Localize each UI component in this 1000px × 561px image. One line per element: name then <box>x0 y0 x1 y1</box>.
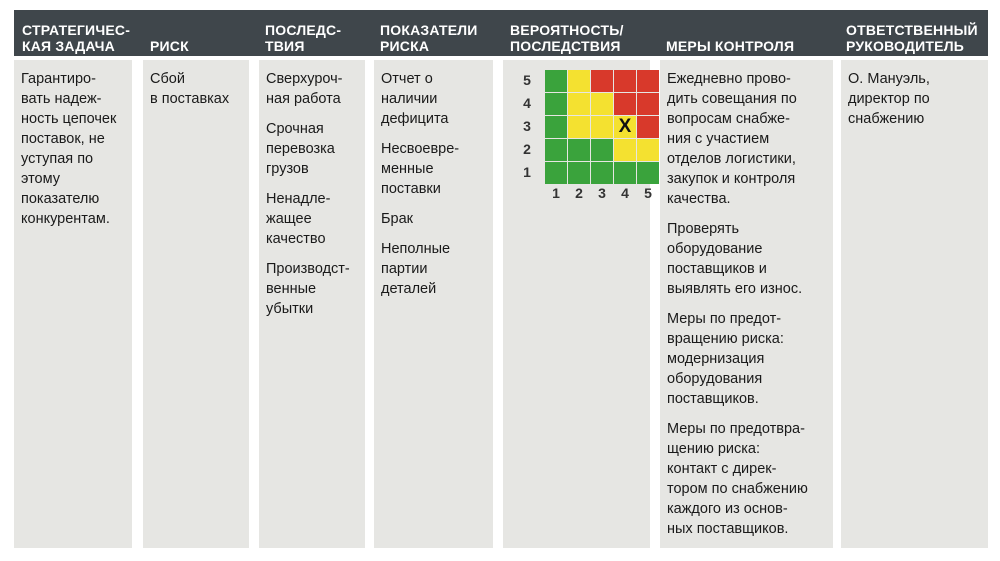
consequence-item: Ненадле- жащее качество <box>266 191 331 247</box>
matrix-mark: X <box>618 116 632 137</box>
header-consequences: ПОСЛЕДС- ТВИЯ <box>265 22 342 54</box>
column-control-measures <box>660 60 833 548</box>
matrix-cell-green <box>614 162 636 184</box>
strategic-task-text: Гарантиро- вать надеж- ность цепочек поставок, не уступая по этому показателю конкурентам. <box>21 71 117 227</box>
matrix-cell-yellow <box>614 116 636 138</box>
consequence-item: Сверхуроч- ная работа <box>266 71 343 107</box>
matrix-cell-yellow <box>591 116 613 138</box>
column-risk <box>143 60 249 548</box>
column-risk-indicators <box>374 60 493 548</box>
matrix-y-tick: 5 <box>523 72 531 88</box>
matrix-cell-red <box>637 70 659 92</box>
control-measure-item: Ежедневно прово- дить совещания по вопросам снабже- ния с участием отделов логистики, закупок и контроля качества. <box>667 71 797 207</box>
matrix-cell-green <box>637 162 659 184</box>
matrix-x-tick: 1 <box>552 185 560 201</box>
indicator-item: Несвоевре- менные поставки <box>381 141 460 197</box>
matrix-cell-green <box>591 162 613 184</box>
control-measure-item: Меры по предот- вращению риска: модернизация оборудования поставщиков. <box>667 311 784 407</box>
matrix-cell-yellow <box>568 70 590 92</box>
matrix-cell-green <box>568 162 590 184</box>
matrix-y-tick: 1 <box>523 164 531 180</box>
responsible-manager-text: О. Мануэль, директор по снабжению <box>848 71 930 127</box>
matrix-y-tick: 4 <box>523 95 531 111</box>
header-control-measures: МЕРЫ КОНТРОЛЯ <box>666 38 795 54</box>
header-risk-indicators: ПОКАЗАТЕЛИ РИСКА <box>380 22 478 54</box>
matrix-cell-red <box>591 70 613 92</box>
matrix-cell-red <box>637 116 659 138</box>
matrix-cell-yellow <box>637 139 659 161</box>
matrix-cell-red <box>614 70 636 92</box>
matrix-cell-green <box>591 139 613 161</box>
column-responsible-manager <box>841 60 988 548</box>
matrix-grid <box>545 70 659 184</box>
column-consequences <box>259 60 365 548</box>
control-measure-item: Меры по предотвра- щению риска: контакт с дирек- тором по снабжению каждого из основ- ных поставщиков. <box>667 421 808 537</box>
matrix-cell-yellow <box>614 139 636 161</box>
risk-text: Сбой в поставках <box>150 71 230 107</box>
matrix-x-tick: 4 <box>621 185 629 201</box>
indicator-item: Отчет о наличии дефицита <box>381 71 449 127</box>
column-probability-impact <box>503 60 650 548</box>
matrix-cell-red <box>614 93 636 115</box>
consequence-item: Производст- венные убытки <box>266 261 350 317</box>
matrix-x-tick: 5 <box>644 185 652 201</box>
indicator-item: Неполные партии деталей <box>381 241 451 297</box>
header-responsible-manager: ОТВЕТСТВЕННЫЙ РУКОВОДИТЕЛЬ <box>846 22 978 54</box>
column-strategic-task <box>14 60 132 548</box>
control-measure-item: Проверять оборудование поставщиков и выявлять его износ. <box>667 221 803 297</box>
header-strategic-task: СТРАТЕГИЧЕС- КАЯ ЗАДАЧА <box>22 22 131 54</box>
matrix-x-tick: 3 <box>598 185 606 201</box>
matrix-cell-red <box>637 93 659 115</box>
matrix-cell-green <box>545 139 567 161</box>
matrix-x-tick: 2 <box>575 185 583 201</box>
indicator-item: Брак <box>381 211 413 227</box>
matrix-cell-yellow <box>591 93 613 115</box>
matrix-cell-green <box>545 93 567 115</box>
matrix-y-tick: 3 <box>523 118 531 134</box>
matrix-cell-green <box>568 139 590 161</box>
table-header <box>14 10 988 56</box>
matrix-cell-yellow <box>568 93 590 115</box>
matrix-cell-green <box>545 70 567 92</box>
header-probability-impact: ВЕРОЯТНОСТЬ/ ПОСЛЕДСТВИЯ <box>510 22 624 54</box>
matrix-cell-green <box>545 162 567 184</box>
header-risk: РИСК <box>150 38 189 54</box>
matrix-cell-yellow <box>568 116 590 138</box>
consequence-item: Срочная перевозка грузов <box>266 121 335 177</box>
matrix-y-tick: 2 <box>523 141 531 157</box>
matrix-cell-green <box>545 116 567 138</box>
